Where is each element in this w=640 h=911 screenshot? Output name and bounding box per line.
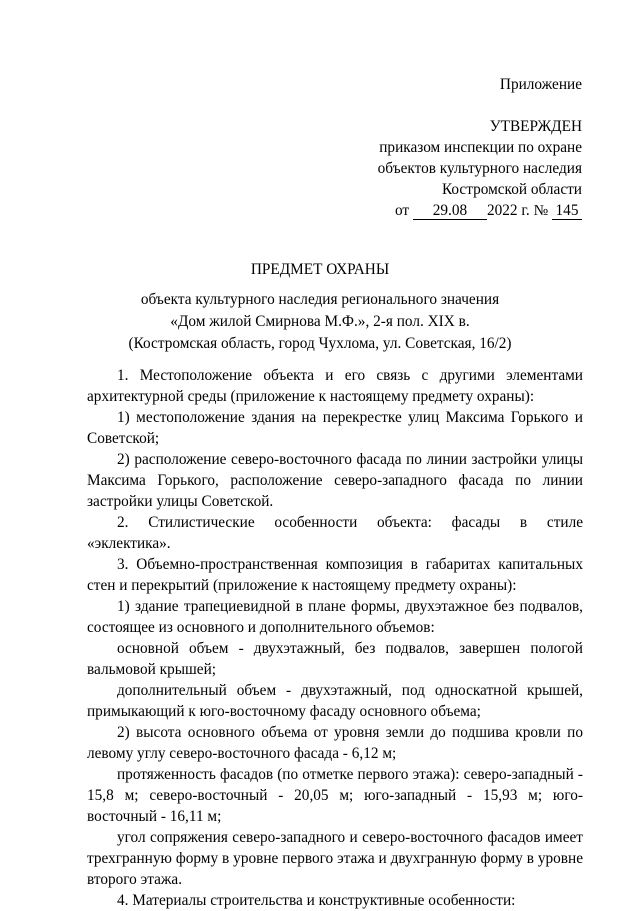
from-label: от: [394, 202, 410, 219]
approval-block: [378, 74, 582, 221]
order-line-2: объектов культурного наследия: [377, 160, 582, 177]
paragraph: 1. Местоположение объекта и его связь с другими элементами архитектурной среды (приложение к настоящему предмету охраны):: [87, 367, 583, 405]
paragraph: 2. Стилистические особенности объекта: фасады в стиле: [117, 514, 583, 531]
paragraph: 4. Материалы строительства и конструктивные особенности:: [117, 892, 516, 909]
document-body: [87, 365, 583, 911]
title-sub-1: объекта культурного наследия регионального значения: [140, 291, 500, 308]
approved-label: УТВЕРЖДЕН: [489, 118, 582, 135]
paragraph: угол сопряжения северо-западного и северо-восточного фасадов имеет трехгранную форму в уровне первого этажа и двухгранную форму в уровне второго этажа.: [87, 829, 583, 888]
paragraph: протяженность фасадов (по отметке первого этажа): северо-западный - 15,8 м; северо-восточный - 20,05 м; юго-западный - 15,93 м; юго-восточный - 16,11 м;: [87, 766, 583, 825]
appendix-label: Приложение: [499, 76, 582, 93]
paragraph: основной объем - двухэтажный, без подвалов, завершен пологой вальмовой крышей;: [87, 640, 583, 678]
order-year: 2022 г. №: [486, 202, 549, 219]
order-date-line: [378, 200, 582, 221]
title-sub-3: (Костромская область, город Чухлома, ул. Советская, 16/2): [128, 335, 512, 352]
document-title: [0, 259, 640, 355]
title-main: ПРЕДМЕТ ОХРАНЫ: [250, 261, 390, 278]
paragraph: 2) расположение северо-восточного фасада по линии застройки улицы Максима Горького, расположение северо-западного фасада по линии застройки улицы Советской.: [87, 451, 583, 510]
paragraph: 3. Объемно-пространственная композиция в габаритах капитальных стен и перекрытий (приложение к настоящему предмету охраны):: [87, 556, 583, 594]
paragraph: 1) здание трапециевидной в плане формы, двухэтажное без подвалов, состоящее из основного и дополнительного объемов:: [87, 598, 583, 636]
paragraph: дополнительный объем - двухэтажный, под односкатной крышей, примыкающий к юго-восточному фасаду основного объема;: [87, 682, 583, 720]
order-date: 29.08: [413, 202, 487, 220]
paragraph: «эклектика».: [87, 535, 171, 552]
order-number: 145: [552, 202, 582, 220]
title-sub-2: «Дом жилой Смирнова М.Ф.», 2-я пол. XIX в.: [170, 313, 470, 330]
paragraph: 2) высота основного объема от уровня земли до подшива кровли по левому углу северо-восточного фасада - 6,12 м;: [87, 724, 583, 762]
order-line-3: Костромской области: [441, 181, 582, 198]
paragraph: 1) местоположение здания на перекрестке улиц Максима Горького и Советской;: [87, 409, 583, 447]
order-line-1: приказом инспекции по охране: [379, 139, 582, 156]
